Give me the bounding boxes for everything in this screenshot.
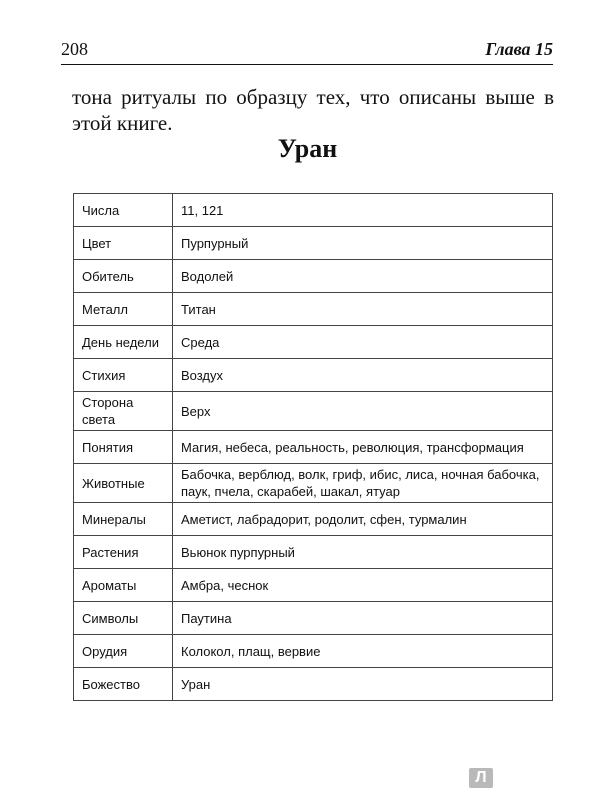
table-row — [74, 536, 553, 569]
row-key: Божество — [74, 668, 173, 701]
table-row — [74, 260, 553, 293]
table-row — [74, 359, 553, 392]
page-number: 208 — [61, 39, 88, 59]
row-key: Ароматы — [74, 569, 173, 602]
row-key: Животные — [74, 464, 173, 503]
table-row — [74, 227, 553, 260]
table-row — [74, 194, 553, 227]
row-key: Растения — [74, 536, 173, 569]
row-value: Бабочка, верблюд, волк, гриф, ибис, лиса, ночная бабочка, паук, пчела, скарабей, шакал, ятуар — [173, 464, 553, 503]
row-value: Колокол, плащ, вервие — [173, 635, 553, 668]
litres-logo-icon: Л — [469, 768, 493, 788]
table-row — [74, 569, 553, 602]
row-value: Среда — [173, 326, 553, 359]
row-value: Аметист, лабрадорит, родолит, сфен, турмалин — [173, 503, 553, 536]
row-value: Магия, небеса, реальность, революция, трансформация — [173, 431, 553, 464]
row-value: 11, 121 — [173, 194, 553, 227]
table-row — [74, 464, 553, 503]
row-key: Цвет — [74, 227, 173, 260]
header-rule — [61, 64, 553, 65]
body-paragraph: тона ритуалы по образцу тех, что описаны выше в этой книге. — [72, 85, 554, 135]
chapter-header: Глава 15 — [485, 39, 553, 59]
table-row — [74, 326, 553, 359]
table-row — [74, 392, 553, 431]
row-value: Уран — [173, 668, 553, 701]
row-key: День недели — [74, 326, 173, 359]
table-row — [74, 293, 553, 326]
row-key: Стихия — [74, 359, 173, 392]
table-row — [74, 635, 553, 668]
row-key: Металл — [74, 293, 173, 326]
section-title: Уран — [277, 134, 338, 163]
table-row — [74, 503, 553, 536]
row-key: Понятия — [74, 431, 173, 464]
row-key: Минералы — [74, 503, 173, 536]
table-row — [74, 602, 553, 635]
row-key: Символы — [74, 602, 173, 635]
row-key: Числа — [74, 194, 173, 227]
row-value: Воздух — [173, 359, 553, 392]
table-row — [74, 668, 553, 701]
row-value: Верх — [173, 392, 553, 431]
row-value: Амбра, чеснок — [173, 569, 553, 602]
row-value: Паутина — [173, 602, 553, 635]
row-key: Сторона света — [74, 392, 173, 431]
row-value: Пурпурный — [173, 227, 553, 260]
row-key: Орудия — [74, 635, 173, 668]
row-value: Водолей — [173, 260, 553, 293]
row-key: Обитель — [74, 260, 173, 293]
row-value: Вьюнок пурпурный — [173, 536, 553, 569]
row-value: Титан — [173, 293, 553, 326]
correspondence-table-body — [74, 194, 553, 701]
correspondence-table — [73, 193, 553, 701]
table-row — [74, 431, 553, 464]
